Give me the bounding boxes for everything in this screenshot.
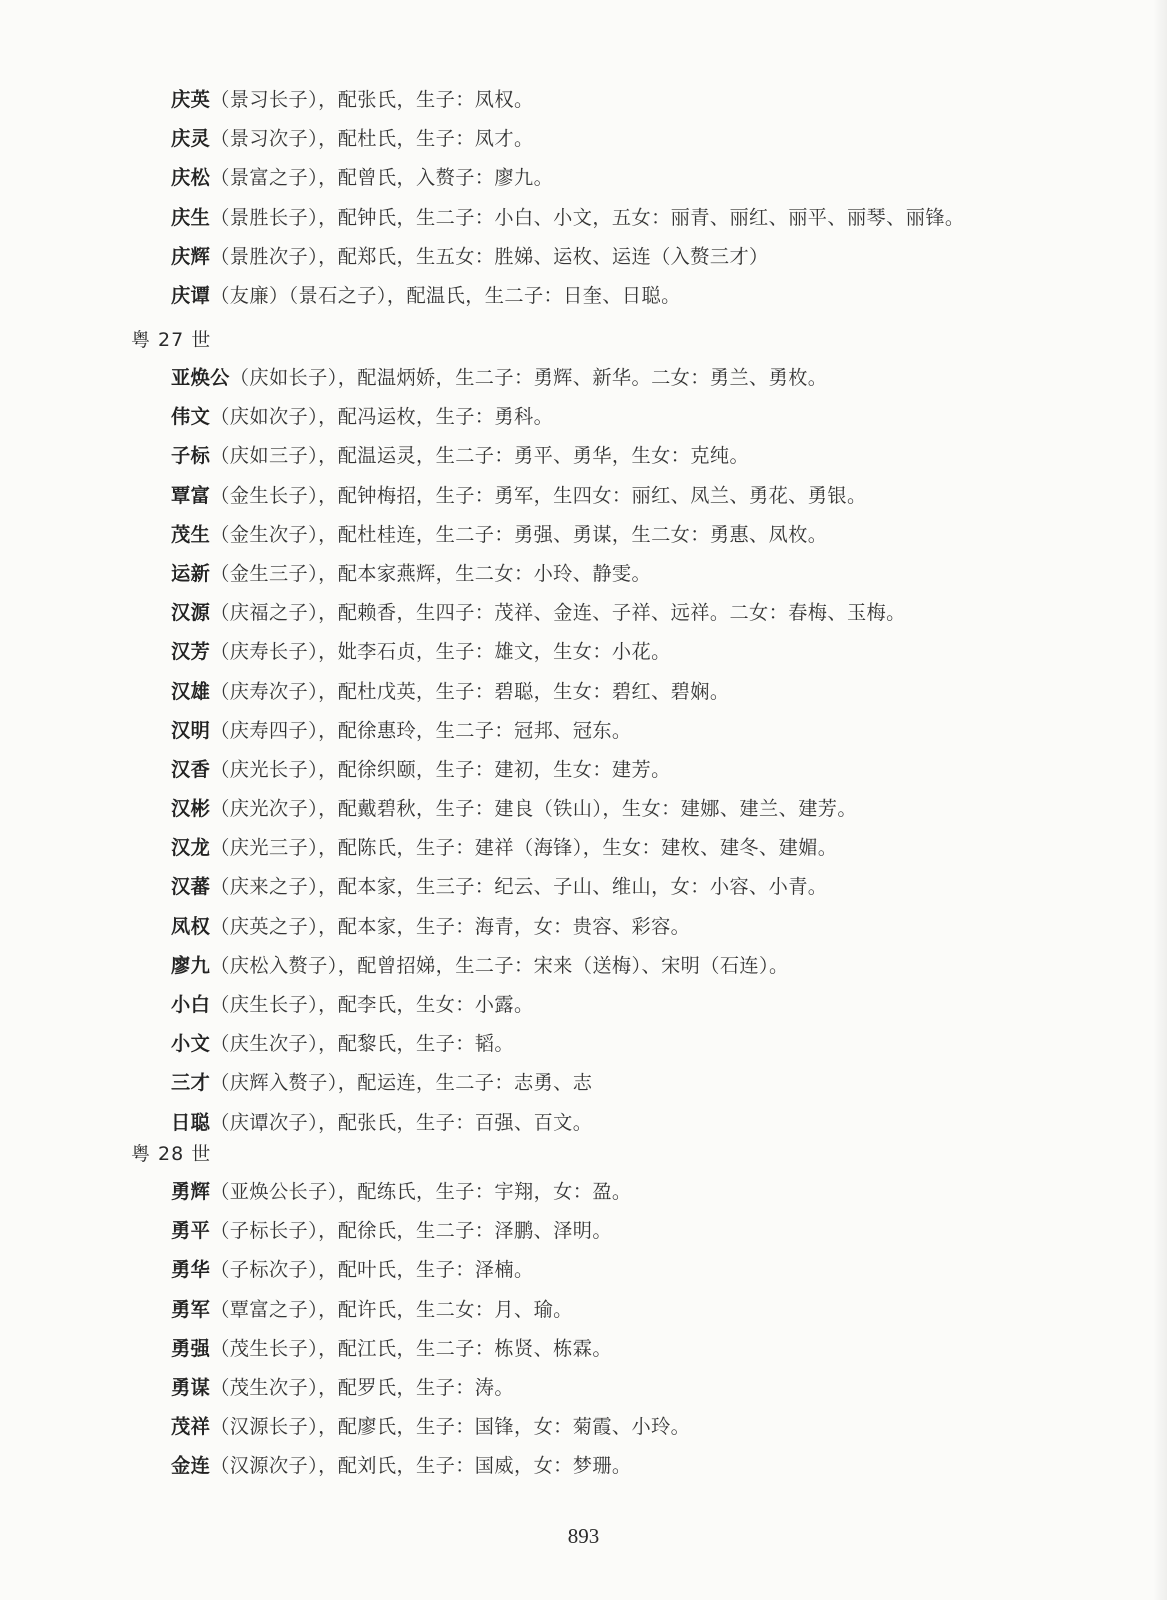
genealogy-entry — [0, 276, 1167, 315]
entry-details: （庆寿长子），妣李石贞，生子：雄文，生女：小花。 — [210, 640, 671, 664]
genealogy-entry — [0, 119, 1167, 158]
entries-block-27 — [0, 358, 1167, 1142]
person-name: 汉雄 — [171, 679, 211, 703]
entry-details: （庆生次子），配黎氏，生子：韬。 — [210, 1032, 514, 1056]
person-name: 汉源 — [171, 601, 211, 625]
person-name: 运新 — [171, 561, 211, 585]
genealogy-entry — [0, 358, 1167, 397]
person-name: 汉蕃 — [171, 875, 211, 899]
genealogy-entry — [0, 237, 1167, 276]
genealogy-entry — [0, 1290, 1167, 1329]
genealogy-entry — [0, 632, 1167, 671]
entry-details: （庆松入赘子），配曾招娣，生二子：宋来（送梅）、宋明（石连）。 — [210, 953, 789, 977]
person-name: 伟文 — [171, 405, 211, 429]
entry-details: （庆如长子），配温炳娇，生二子：勇辉、新华。二女：勇兰、勇枚。 — [229, 366, 828, 389]
entry-details: （茂生长子），配江氏，生二子：栋贤、栋霖。 — [210, 1336, 612, 1360]
genealogy-entry — [0, 1407, 1167, 1446]
genealogy-entry — [0, 907, 1167, 946]
genealogy-entry — [0, 1063, 1167, 1102]
person-name: 汉明 — [171, 718, 211, 742]
entry-details: （景习次子），配杜氏，生子：凤才。 — [210, 127, 534, 151]
person-name: 汉芳 — [171, 640, 211, 664]
person-name: 庆谭 — [171, 283, 211, 307]
genealogy-entry — [0, 1250, 1167, 1289]
page-number: 893 — [567, 1524, 600, 1548]
entry-details: （庆光三子），配陈氏，生子：建祥（海锋），生女：建枚、建冬、建媚。 — [210, 836, 838, 860]
person-name: 三才 — [171, 1071, 211, 1095]
genealogy-entry — [0, 711, 1167, 750]
person-name: 廖九 — [171, 953, 211, 977]
entry-details: （庆寿次子），配杜戊英，生子：碧聪，生女：碧红、碧娴。 — [210, 679, 730, 703]
entry-details: （庆福之子），配赖香，生四子：茂祥、金连、子祥、远祥。二女：春梅、玉梅。 — [210, 601, 906, 625]
genealogy-entry — [0, 789, 1167, 828]
entry-details: （覃富之子），配许氏，生二女：月、瑜。 — [210, 1297, 573, 1321]
generation-heading-28: 粤 28 世 — [131, 1143, 212, 1165]
person-name: 覃富 — [171, 483, 211, 507]
genealogy-entry — [0, 1211, 1167, 1250]
genealogy-entry — [0, 750, 1167, 789]
person-name: 金连 — [171, 1454, 211, 1478]
entry-details: （汉源长子），配廖氏，生子：国锋，女：菊霞、小玲。 — [210, 1415, 691, 1439]
genealogy-entry — [0, 828, 1167, 867]
entry-details: （子标长子），配徐氏，生二子：泽鹏、泽明。 — [210, 1219, 612, 1243]
person-name: 茂祥 — [171, 1415, 211, 1439]
person-name: 庆英 — [171, 88, 211, 111]
entry-details: （庆辉入赘子），配运连，生二子：志勇、志 — [210, 1071, 593, 1095]
entry-details: （庆光次子），配戴碧秋，生子：建良（铁山），生女：建娜、建兰、建芳。 — [210, 797, 857, 821]
genealogy-entry — [0, 1172, 1167, 1211]
person-name: 勇辉 — [171, 1180, 211, 1203]
entry-details: （金生三子），配本家燕辉，生二女：小玲、静雯。 — [210, 561, 652, 585]
entry-details: （庆寿四子），配徐惠玲，生二子：冠邦、冠东。 — [210, 718, 632, 742]
entry-details: （庆谭次子），配张氏，生子：百强、百文。 — [210, 1110, 593, 1134]
entry-details: （景胜长子），配钟氏，生二子：小白、小文，五女：丽青、丽红、丽平、丽琴、丽锋。 — [210, 205, 965, 229]
person-name: 凤权 — [171, 914, 211, 938]
person-name: 亚焕公 — [171, 366, 230, 389]
person-name: 汉香 — [171, 757, 211, 781]
genealogy-entry — [0, 476, 1167, 515]
entry-details: （庆如三子），配温运灵，生二子：勇平、勇华，生女：克纯。 — [210, 444, 750, 468]
entry-details: （茂生次子），配罗氏，生子：涛。 — [210, 1375, 514, 1399]
entries-block-28 — [0, 1172, 1167, 1486]
genealogy-entry — [0, 80, 1167, 119]
genealogy-entry — [0, 554, 1167, 593]
entry-details: （金生次子），配杜桂连，生二子：勇强、勇谋，生二女：勇惠、凤枚。 — [210, 522, 828, 546]
genealogy-entry — [0, 985, 1167, 1024]
genealogy-entry — [0, 158, 1167, 197]
person-name: 庆生 — [171, 205, 211, 229]
person-name: 茂生 — [171, 522, 211, 546]
genealogy-entry — [0, 436, 1167, 475]
entry-details: （庆如次子），配冯运枚，生子：勇科。 — [210, 405, 554, 429]
person-name: 勇军 — [171, 1297, 211, 1321]
person-name: 勇平 — [171, 1219, 211, 1243]
genealogy-entry — [0, 397, 1167, 436]
genealogy-entry — [0, 1329, 1167, 1368]
entry-details: （亚焕公长子），配练氏，生子：宇翔，女：盈。 — [210, 1180, 632, 1203]
genealogy-entry — [0, 946, 1167, 985]
entries-block-26 — [0, 80, 1167, 315]
entry-details: （庆英之子），配本家，生子：海青，女：贵容、彩容。 — [210, 914, 691, 938]
genealogy-entry — [0, 515, 1167, 554]
person-name: 庆辉 — [171, 244, 211, 268]
person-name: 勇谋 — [171, 1375, 211, 1399]
genealogy-entry — [0, 867, 1167, 906]
person-name: 小文 — [171, 1032, 211, 1056]
genealogy-entry — [0, 593, 1167, 632]
person-name: 小白 — [171, 993, 211, 1016]
entry-details: （景富之子），配曾氏，入赘子：廖九。 — [210, 166, 554, 190]
entry-details: （景习长子），配张氏，生子：凤权。 — [210, 88, 534, 111]
person-name: 庆灵 — [171, 127, 211, 151]
entry-details: （金生长子），配钟梅招，生子：勇军，生四女：丽红、凤兰、勇花、勇银。 — [210, 483, 867, 507]
person-name: 勇强 — [171, 1336, 211, 1360]
genealogy-entry — [0, 672, 1167, 711]
person-name: 汉龙 — [171, 836, 211, 860]
person-name: 庆松 — [171, 166, 211, 190]
entry-details: （景胜次子），配郑氏，生五女：胜娣、运枚、运连（入赘三才） — [210, 244, 769, 268]
genealogy-entry — [0, 1446, 1167, 1485]
genealogy-entry — [0, 198, 1167, 237]
entry-details: （庆来之子），配本家，生三子：纪云、子山、维山，女：小容、小青。 — [210, 875, 828, 899]
entry-details: （子标次子），配叶氏，生子：泽楠。 — [210, 1258, 534, 1282]
entry-details: （庆光长子），配徐织颐，生子：建初，生女：建芳。 — [210, 757, 671, 781]
genealogy-entry — [0, 1368, 1167, 1407]
generation-heading-27: 粤 27 世 — [131, 329, 212, 351]
person-name: 日聪 — [171, 1110, 211, 1134]
person-name: 汉彬 — [171, 797, 211, 821]
entry-details: （友廉）（景石之子），配温氏，生二子：日奎、日聪。 — [210, 283, 681, 307]
genealogy-entry — [0, 1024, 1167, 1063]
entry-details: （庆生长子），配李氏，生女：小露。 — [210, 993, 534, 1016]
entry-details: （汉源次子），配刘氏，生子：国威，女：梦珊。 — [210, 1454, 632, 1478]
person-name: 勇华 — [171, 1258, 211, 1282]
person-name: 子标 — [171, 444, 211, 468]
